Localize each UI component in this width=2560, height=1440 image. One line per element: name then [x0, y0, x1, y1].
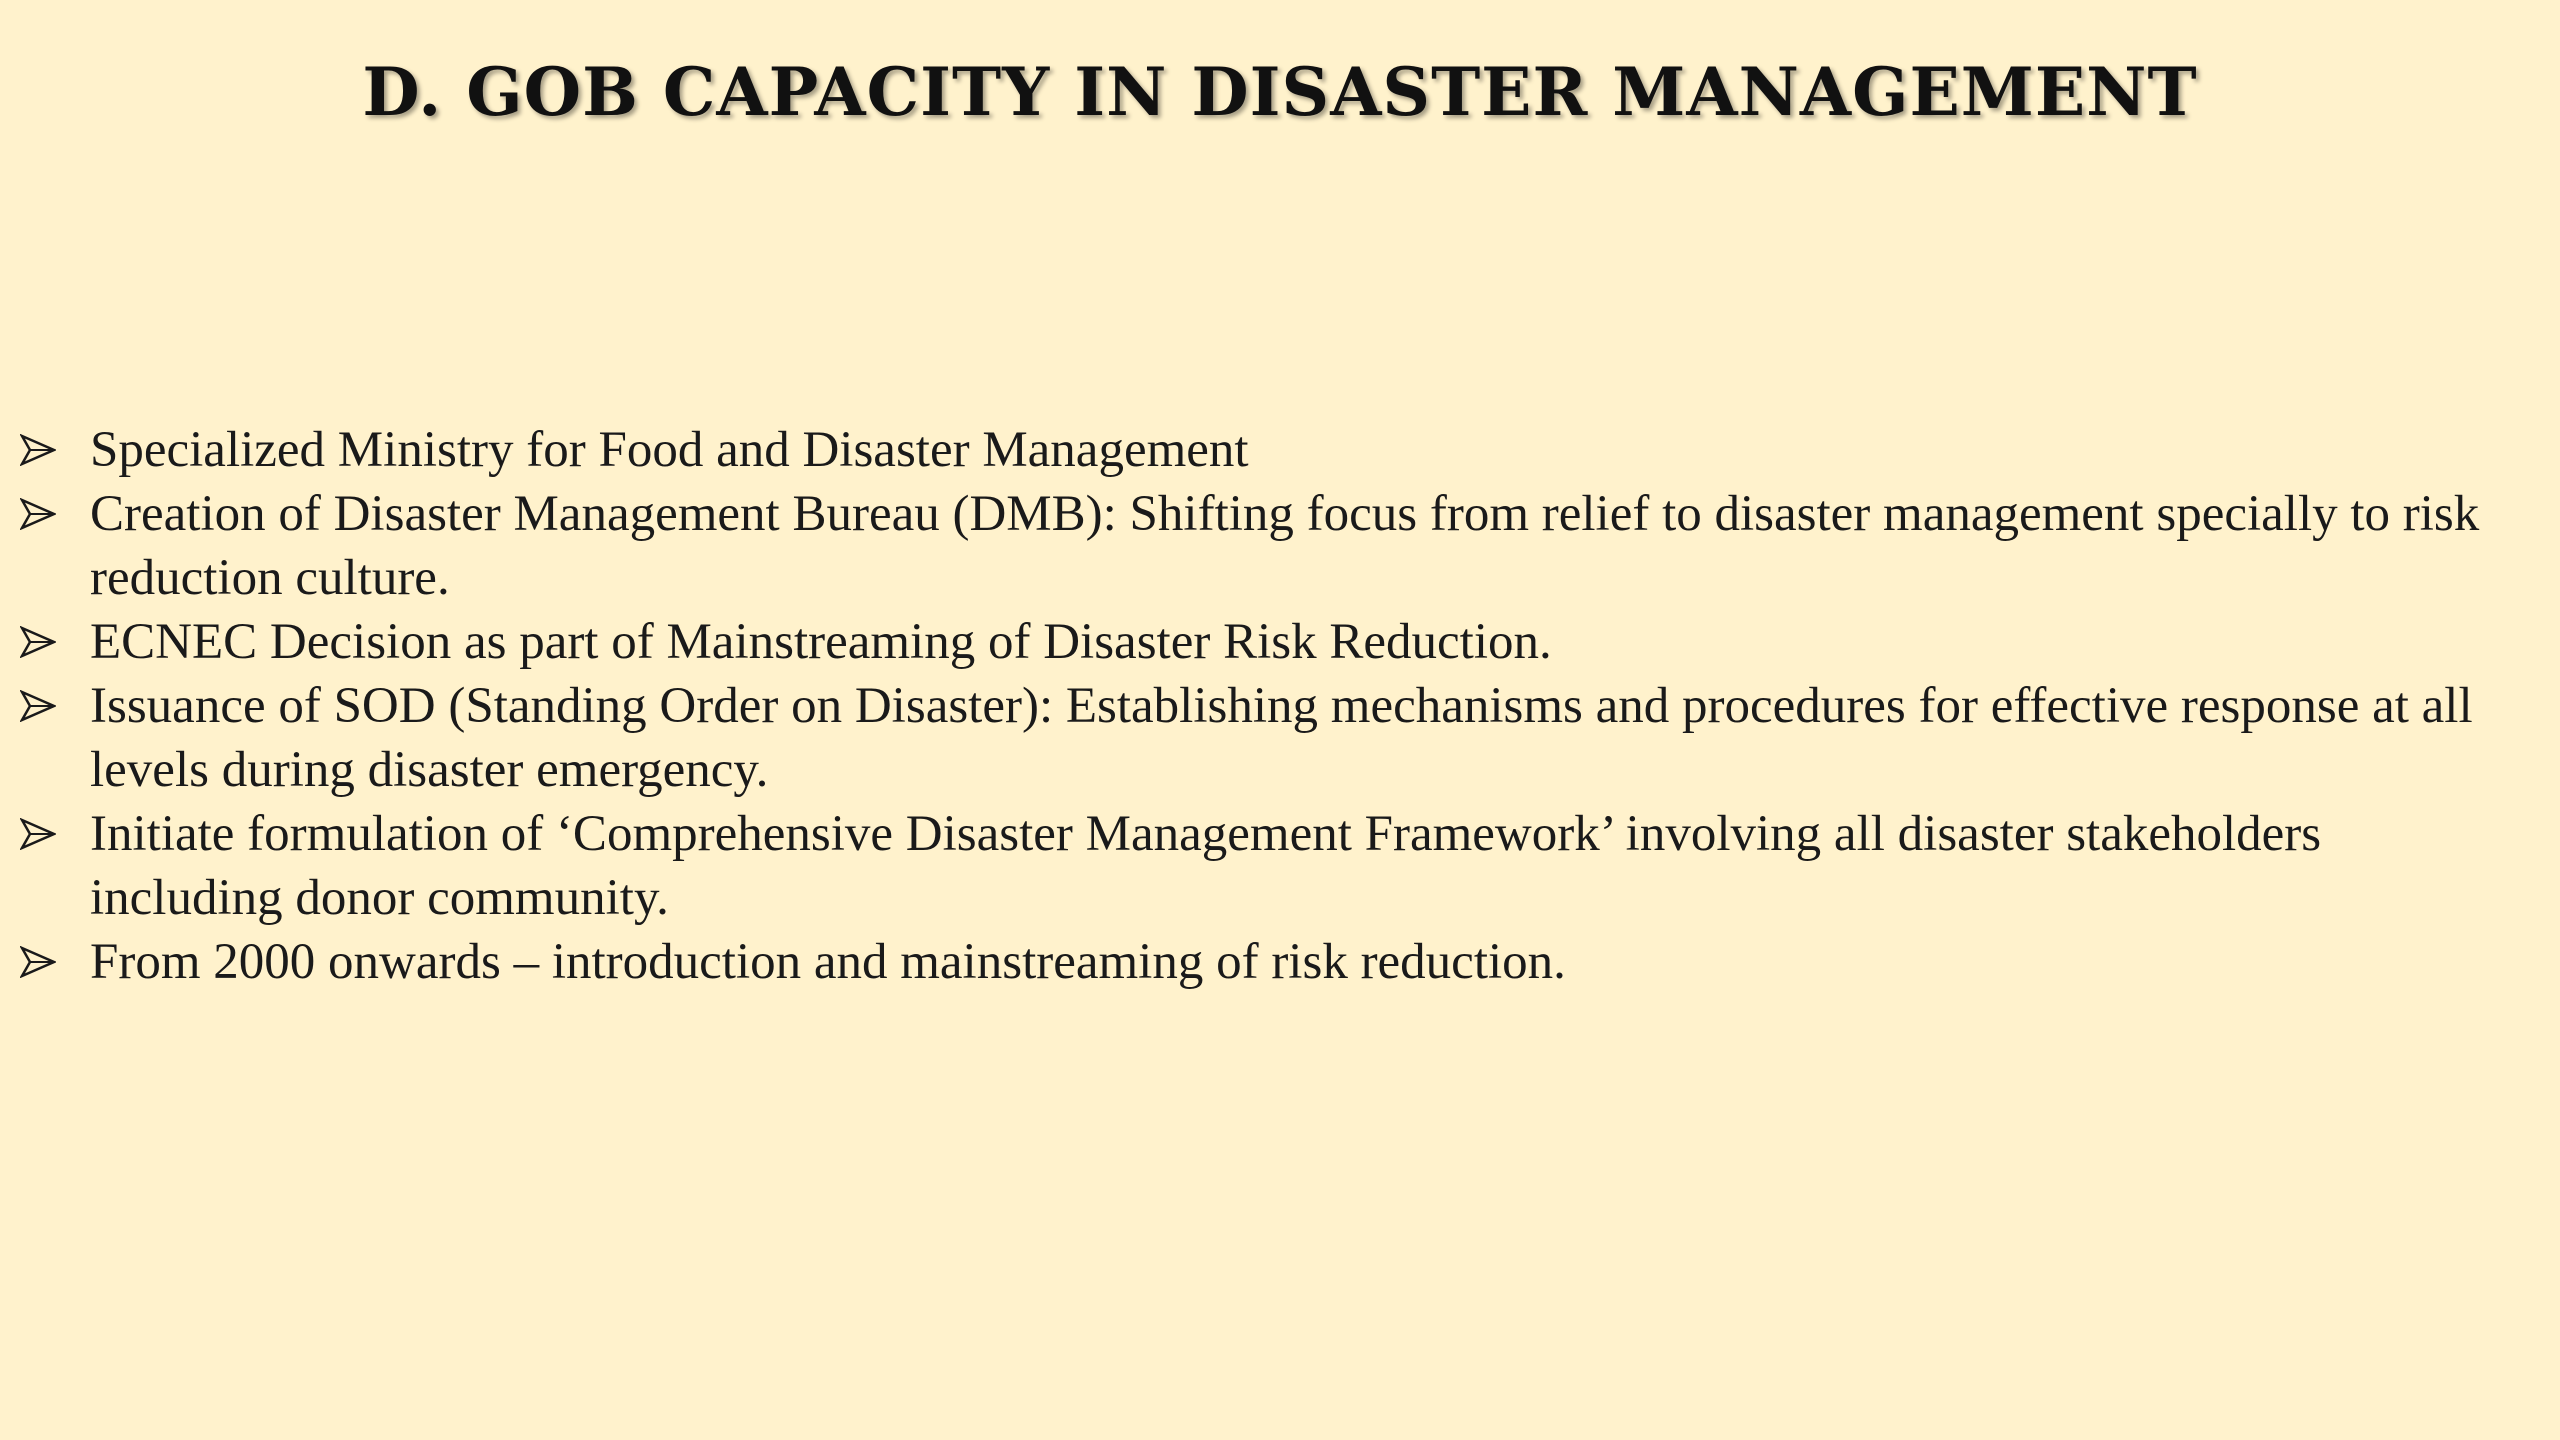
- bullet-text: From 2000 onwards – introduction and mainstreaming of risk reduction.: [90, 934, 1566, 990]
- bullet-text: Creation of Disaster Management Bureau (DMB): Shifting focus from relief to disaster management specially to risk reduction culture.: [90, 486, 2480, 606]
- list-item: [20, 930, 2520, 994]
- bullet-text: ECNEC Decision as part of Mainstreaming of Disaster Risk Reduction.: [90, 614, 1552, 670]
- bullet-text: Issuance of SOD (Standing Order on Disaster): Establishing mechanisms and procedures for effective response at all levels during disaster emergency.: [90, 678, 2473, 798]
- arrowhead-bullet-icon: [20, 946, 56, 978]
- arrowhead-bullet-icon: [20, 498, 56, 530]
- bullet-text: Specialized Ministry for Food and Disaster Management: [90, 422, 1249, 478]
- arrowhead-bullet-icon: [20, 818, 56, 850]
- list-item: [20, 482, 2520, 610]
- arrowhead-bullet-icon: [20, 626, 56, 658]
- list-item: [20, 418, 2520, 482]
- arrowhead-bullet-icon: [20, 690, 56, 722]
- list-item: [20, 802, 2520, 930]
- list-item: [20, 610, 2520, 674]
- bullet-text: Initiate formulation of ‘Comprehensive Disaster Management Framework’ involving all disaster stakeholders including donor community.: [90, 806, 2322, 926]
- bullet-list: [20, 418, 2520, 994]
- list-item: [20, 674, 2520, 802]
- arrowhead-bullet-icon: [20, 434, 56, 466]
- slide-title: D. GOB CAPACITY IN DISASTER MANAGEMENT: [362, 53, 2198, 131]
